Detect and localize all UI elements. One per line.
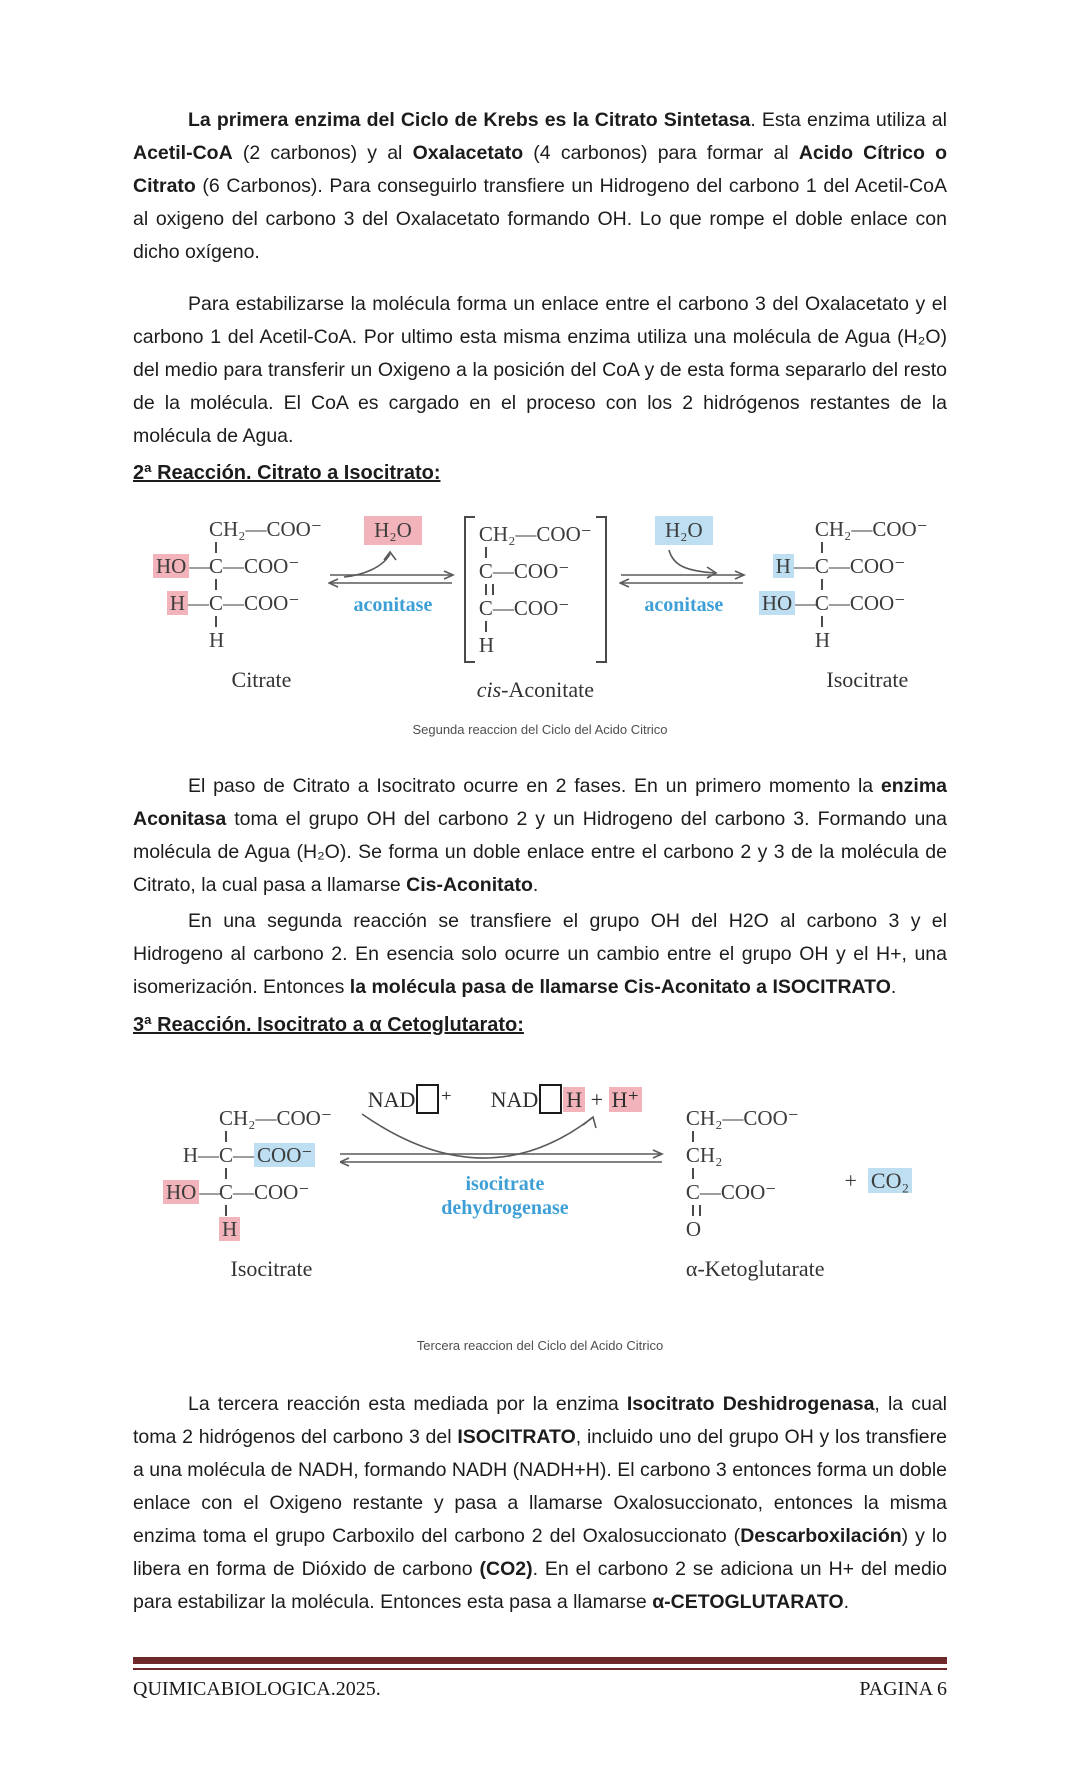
- molecule-row: [153, 590, 322, 616]
- text-run: H: [814, 628, 831, 652]
- text-run: H: [182, 1143, 198, 1167]
- text-run: H: [219, 1217, 240, 1241]
- text-run: La primera enzima del Ciclo de Krebs es la Citrato Sintetasa: [188, 109, 751, 131]
- molecule-row: [479, 558, 592, 584]
- single-bond: [485, 547, 487, 558]
- molecule-row: [153, 553, 322, 579]
- text-run: H: [478, 633, 495, 657]
- text-run: ⁺: [440, 1087, 453, 1112]
- paragraph-3: [133, 770, 947, 902]
- molecule-isocitrate-block-2: [163, 1105, 332, 1282]
- footer-page-number: PAGINA 6: [859, 1678, 947, 1700]
- reaction-center-nad: [340, 1068, 670, 1220]
- molecule-row: [479, 595, 592, 621]
- text-run: H: [167, 591, 188, 615]
- molecule-structure-citrate: [153, 516, 322, 653]
- text-run: .: [890, 976, 897, 998]
- bond-row: [163, 1205, 332, 1216]
- enzyme-label-isocitrate-dehydrogenase: [441, 1172, 568, 1220]
- label-cis-italic: cis: [476, 677, 502, 702]
- single-bond: [215, 616, 217, 627]
- label-aconitate: -Aconitate: [501, 677, 595, 702]
- equilibrium-arrows-icon: [619, 547, 749, 591]
- enzyme-label-line-1: isocitrate: [465, 1173, 545, 1195]
- footer-rule-thin: [133, 1668, 947, 1670]
- single-bond: [692, 1168, 694, 1179]
- molecule-row: [163, 1179, 332, 1205]
- single-bond: [225, 1131, 227, 1142]
- single-bond: [821, 579, 823, 590]
- single-bond: [215, 579, 217, 590]
- section-heading-reaction-3: 3ª Reacción. Isocitrato a α Cetoglutarato:: [133, 1014, 524, 1036]
- brackets: [464, 516, 607, 663]
- bond-row: [163, 1131, 332, 1142]
- text-run: CH₂—COO⁻: [209, 517, 322, 541]
- bond-row: [759, 579, 928, 590]
- text-run: ) y lo libera en forma de Dióxido de carbono: [133, 1525, 947, 1580]
- molecule-structure-isocitrate-2: [163, 1105, 332, 1242]
- single-bond: [225, 1168, 227, 1179]
- enzyme-label-aconitase-right: aconitase: [644, 594, 724, 616]
- molecule-structure-cis-aconitate: [479, 521, 592, 658]
- bond-row: [759, 542, 928, 553]
- text-run: toma el grupo OH del carbono 2 y un Hidrogeno del carbono 3. Formando una molécula de Agua (H₂O). Se forma un doble enlace entre el carbono 2 y 3 de la molécula de Citrato, la cual pasa a llamarse: [133, 808, 947, 896]
- text-run: C—: [219, 1143, 255, 1167]
- text-run: CH₂—COO⁻: [685, 1106, 799, 1130]
- reaction-center-right: [619, 516, 749, 617]
- molecule-isocitrate-block: [759, 516, 928, 693]
- text-run: . En el carbono 2 se adiciona un H+ del medio para estabilizar la molécula. Entonces esta pasa a llamarse: [133, 1558, 947, 1613]
- enzyme-label-aconitase-left: aconitase: [353, 594, 433, 616]
- text-run: α-CETOGLUTARATO: [652, 1591, 844, 1613]
- co2-product: [845, 1168, 913, 1194]
- molecule-row: [163, 1142, 332, 1168]
- molecule-row: [153, 516, 322, 542]
- single-bond: [821, 616, 823, 627]
- reaction-arc-and-equilibrium-arrows-icon: [340, 1110, 670, 1170]
- text-run: NAD: [367, 1087, 416, 1112]
- reaction-center-left: [328, 516, 458, 617]
- text-run: O: [685, 1217, 702, 1241]
- text-run: HO: [153, 554, 189, 578]
- text-run: —: [199, 1180, 221, 1204]
- footer-rule-thick: [133, 1657, 947, 1664]
- text-run: C—COO⁻: [685, 1180, 777, 1204]
- figure-caption-2: Tercera reaccion del Ciclo del Acido Citrico: [416, 1338, 664, 1353]
- single-bond: [692, 1131, 694, 1142]
- text-run: C—COO⁻: [814, 591, 906, 615]
- bond-row: [686, 1131, 825, 1142]
- text-run: C—COO⁻: [209, 554, 300, 578]
- bond-row: [759, 616, 928, 627]
- page-footer: [0, 1652, 1080, 1778]
- text-run: (2 carbonos) y al: [232, 142, 413, 164]
- footer-document-title: QUIMICABIOLOGICA.2025.: [133, 1678, 381, 1700]
- molecule-row: [759, 590, 928, 616]
- molecule-structure-isocitrate: [759, 516, 928, 653]
- text-run: CH₂: [685, 1143, 723, 1167]
- molecule-row: [686, 1142, 825, 1168]
- text-run: (6 Carbonos). Para conseguirlo transfiere un Hidrogeno del carbono 1 del Acetil-CoA al oxigeno del carbono 3 del Oxalacetato formando OH. Lo que rompe el doble enlace con dicho oxígeno.: [133, 175, 947, 263]
- text-run: En una segunda reacción se transfiere el grupo OH del H2O al carbono 3 y el Hidrogeno al carbono 2. En esencia solo ocurre un cambio entre el grupo OH y el H+, una isomerización. Entonces: [133, 910, 947, 998]
- molecule-row: [479, 632, 592, 658]
- text-run: La tercera reacción esta mediada por la enzima: [188, 1393, 627, 1415]
- text-run: , la cual toma 2 hidrógenos del carbono 3 del: [133, 1393, 948, 1448]
- paragraph-4: [133, 905, 947, 1004]
- text-run: . Esta enzima utiliza al: [750, 109, 947, 131]
- text-run: C—COO⁻: [478, 559, 570, 583]
- molecule-row: [759, 627, 928, 653]
- text-run: —: [795, 591, 817, 615]
- text-run: —: [188, 591, 209, 615]
- text-run: H: [209, 628, 225, 652]
- bond-row: [153, 616, 322, 627]
- text-run: H⁺: [609, 1087, 643, 1112]
- text-run: Acetil-CoA: [133, 142, 233, 164]
- bond-row: [163, 1168, 332, 1179]
- molecule-structure-ketoglutarate: [686, 1105, 825, 1242]
- molecule-row: [153, 627, 322, 653]
- paragraph-2: [133, 288, 947, 453]
- text-run: Isocitrato Deshidrogenasa: [626, 1393, 875, 1415]
- text-run: —: [189, 554, 211, 578]
- reaction-diagram-isocitrate-to-ketoglutarate: [133, 1068, 977, 1282]
- text-run: Para estabilizarse la molécula forma un enlace entre el carbono 3 del Oxalacetato y el carbono 1 del Acetil-CoA. Por ultimo esta misma enzima utiliza una molécula de Agua (H₂O) del medio para transferir un Oxigeno a la posición del CoA y de esta forma separarlo del resto de la molécula. El CoA es cargado en el proceso con los 2 hidrógenos restantes de la molécula de Agua.: [133, 293, 947, 447]
- molecule-cis-aconitate-block: [464, 516, 607, 703]
- double-bond: [485, 584, 494, 595]
- molecule-ketoglutarate-block: [686, 1105, 825, 1282]
- section-heading-reaction-2: 2ª Reacción. Citrato a Isocitrato:: [133, 462, 441, 484]
- molecule-label-cis-aconitate: [464, 677, 607, 703]
- water-molecule-released: H₂O: [364, 516, 422, 545]
- reaction-diagram-citrate-to-isocitrate: [133, 516, 967, 703]
- text-run: CH₂—COO⁻: [219, 1106, 332, 1130]
- molecule-citrate-block: [153, 516, 322, 693]
- text-run: enzima Aconitasa: [133, 775, 947, 830]
- single-bond: [225, 1205, 227, 1216]
- bond-row: [686, 1205, 825, 1216]
- equilibrium-arrows-icon: [328, 547, 458, 591]
- water-molecule-added: H₂O: [655, 516, 713, 545]
- molecule-row: [479, 521, 592, 547]
- text-run: CH₂—COO⁻: [478, 522, 592, 546]
- text-run: , incluido uno del grupo OH y los transfiere a una molécula de NADH, formando NADH (NADH+H). El carbono 3 entonces forma un doble enlace con el Oxigeno restante y pasa a llamarse Oxalosuccionato, entonces la misma enzima toma el grupo Carboxilo del carbono 2 del Oxalosuccionato (: [133, 1426, 947, 1547]
- text-run: —: [793, 554, 815, 578]
- bond-row: [153, 579, 322, 590]
- text-run: la molécula pasa de llamarse Cis-Aconitato a ISOCITRATO: [349, 976, 891, 998]
- single-bond: [821, 542, 823, 553]
- molecule-row: [163, 1216, 332, 1242]
- bond-row: [153, 542, 322, 553]
- text-run: NAD: [490, 1087, 539, 1112]
- text-run: +: [844, 1168, 868, 1193]
- bond-row: [479, 621, 592, 632]
- text-run: (CO2): [479, 1558, 533, 1580]
- text-run: Cis-Aconitato: [406, 874, 533, 896]
- text-run: +: [585, 1087, 609, 1112]
- bond-row: [479, 547, 592, 558]
- text-run: El paso de Citrato a Isocitrato ocurre en 2 fases. En un primero momento la: [188, 775, 881, 797]
- text-run: H: [563, 1087, 585, 1112]
- text-run: CO₂: [868, 1168, 912, 1193]
- text-run: [452, 1087, 491, 1112]
- text-run: C—COO⁻: [219, 1180, 310, 1204]
- text-run: Acido Cítrico o Citrato: [133, 142, 948, 197]
- paragraph-5: [133, 1388, 947, 1619]
- text-run: C—COO⁻: [814, 554, 906, 578]
- text-run: C—COO⁻: [209, 591, 300, 615]
- molecule-label-isocitrate: Isocitrate: [826, 667, 909, 692]
- single-bond: [215, 542, 217, 553]
- text-run: H: [773, 554, 794, 578]
- text-run: HO: [759, 591, 795, 615]
- molecule-row: [686, 1216, 825, 1242]
- text-run: CH₂—COO⁻: [814, 517, 928, 541]
- text-run: .: [532, 874, 539, 896]
- molecule-row: [163, 1105, 332, 1131]
- text-run: COO⁻: [254, 1143, 315, 1167]
- bond-row: [479, 584, 592, 595]
- molecule-label-isocitrate-2: Isocitrate: [230, 1256, 313, 1281]
- text-run: Oxalacetato: [412, 142, 524, 164]
- text-run: C—COO⁻: [478, 596, 570, 620]
- molecule-label-citrate: Citrate: [231, 667, 292, 692]
- molecule-row: [759, 516, 928, 542]
- single-bond: [485, 621, 487, 632]
- text-run: ISOCITRATO: [457, 1426, 576, 1448]
- text-run: .: [843, 1591, 850, 1613]
- text-run: HO: [163, 1180, 199, 1204]
- figure-caption-1: Segunda reaccion del Ciclo del Acido Citrico: [412, 722, 668, 737]
- bond-row: [686, 1168, 825, 1179]
- molecule-row: [686, 1179, 825, 1205]
- text-run: Descarboxilación: [740, 1525, 902, 1547]
- text-run: (4 carbonos) para formar al: [523, 142, 799, 164]
- enzyme-label-line-2: dehydrogenase: [441, 1197, 569, 1219]
- text-run: —: [198, 1143, 219, 1167]
- molecule-label-ketoglutarate: α-Ketoglutarate: [685, 1256, 825, 1281]
- paragraph-1: [133, 104, 947, 269]
- double-bond: [692, 1205, 701, 1216]
- molecule-row: [686, 1105, 825, 1131]
- molecule-row: [759, 553, 928, 579]
